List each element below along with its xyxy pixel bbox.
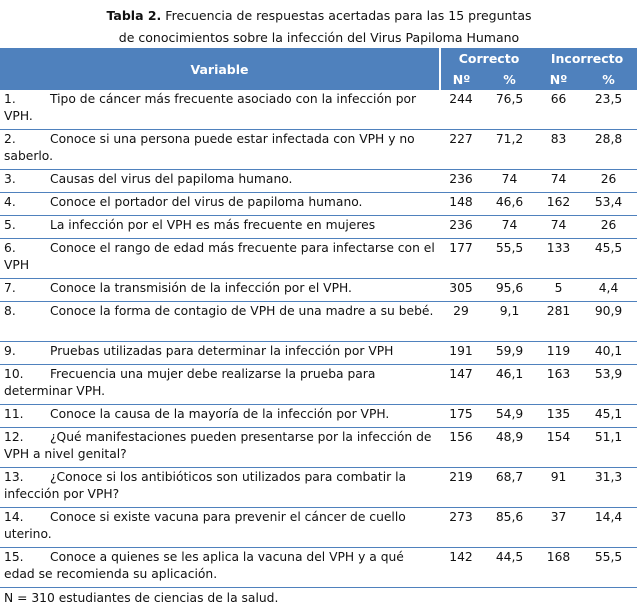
variable-cell xyxy=(0,405,440,428)
caption-label: Tabla 2. xyxy=(106,8,162,23)
table-header xyxy=(0,48,637,90)
correcto-percent-cell: 71,2 xyxy=(482,130,537,170)
correcto-percent-cell: 54,9 xyxy=(482,405,537,428)
correcto-count-cell: 219 xyxy=(440,468,482,508)
incorrecto-percent-cell: 90,9 xyxy=(580,302,637,342)
correcto-count-cell: 156 xyxy=(440,428,482,468)
incorrecto-count-cell: 281 xyxy=(537,302,580,342)
incorrecto-count-cell: 91 xyxy=(537,468,580,508)
incorrecto-count-cell: 154 xyxy=(537,428,580,468)
correcto-percent-cell: 44,5 xyxy=(482,548,537,588)
incorrecto-count-cell: 119 xyxy=(537,342,580,365)
table-row xyxy=(0,365,637,405)
incorrecto-percent-cell: 14,4 xyxy=(580,508,637,548)
question-text: Conoce la forma de contagio de VPH de una madre a su bebé. xyxy=(50,304,434,318)
question-text: Pruebas utilizadas para determinar la infección por VPH xyxy=(50,344,394,358)
incorrecto-count-cell: 74 xyxy=(537,216,580,239)
table-row xyxy=(0,239,637,279)
correcto-count-cell: 29 xyxy=(440,302,482,342)
question-text: Conoce si una persona puede estar infectada con VPH y no saberlo. xyxy=(4,132,415,163)
table-footnote: N = 310 estudiantes de ciencias de la salud. xyxy=(4,591,279,605)
question-text: Conoce a quienes se les aplica la vacuna del VPH y a qué edad se recomienda su aplicación. xyxy=(4,550,404,581)
table-row xyxy=(0,193,637,216)
question-number: 4. xyxy=(4,195,16,209)
incorrecto-count-cell: 83 xyxy=(537,130,580,170)
variable-cell xyxy=(0,548,440,588)
data-table xyxy=(0,48,637,588)
incorrecto-percent-cell: 45,5 xyxy=(580,239,637,279)
correcto-percent-cell: 48,9 xyxy=(482,428,537,468)
question-text: Conoce el portador del virus de papiloma humano. xyxy=(50,195,363,209)
variable-cell xyxy=(0,130,440,170)
correcto-percent-cell: 76,5 xyxy=(482,90,537,130)
question-number: 15. xyxy=(4,550,24,564)
table-row xyxy=(0,405,637,428)
incorrecto-percent-cell: 40,1 xyxy=(580,342,637,365)
question-text: Causas del virus del papiloma humano. xyxy=(50,172,293,186)
variable-cell xyxy=(0,193,440,216)
correcto-percent-cell: 9,1 xyxy=(482,302,537,342)
table-row xyxy=(0,216,637,239)
question-number: 10. xyxy=(4,367,24,381)
header-correcto: Correcto xyxy=(440,48,537,68)
incorrecto-percent-cell: 53,9 xyxy=(580,365,637,405)
question-number: 13. xyxy=(4,470,24,484)
correcto-percent-cell: 85,6 xyxy=(482,508,537,548)
table-row xyxy=(0,342,637,365)
incorrecto-count-cell: 74 xyxy=(537,170,580,193)
incorrecto-count-cell: 37 xyxy=(537,508,580,548)
variable-cell xyxy=(0,302,440,342)
variable-cell xyxy=(0,90,440,130)
incorrecto-percent-cell: 4,4 xyxy=(580,279,637,302)
table-caption xyxy=(0,0,638,48)
incorrecto-percent-cell: 28,8 xyxy=(580,130,637,170)
question-text: Conoce el rango de edad más frecuente para infectarse con el VPH xyxy=(4,241,435,272)
table-row xyxy=(0,130,637,170)
question-text: Conoce la transmisión de la infección por el VPH. xyxy=(50,281,352,295)
caption-title-part-2: de conocimientos sobre la infección del Virus Papiloma Humano xyxy=(118,30,520,45)
table-row xyxy=(0,468,637,508)
question-number: 3. xyxy=(4,172,16,186)
incorrecto-count-cell: 135 xyxy=(537,405,580,428)
incorrecto-percent-cell: 23,5 xyxy=(580,90,637,130)
caption-line-1 xyxy=(0,5,638,27)
incorrecto-percent-cell: 31,3 xyxy=(580,468,637,508)
question-number: 2. xyxy=(4,132,16,146)
correcto-count-cell: 177 xyxy=(440,239,482,279)
incorrecto-percent-cell: 51,1 xyxy=(580,428,637,468)
table-row xyxy=(0,428,637,468)
variable-cell xyxy=(0,342,440,365)
question-number: 12. xyxy=(4,430,24,444)
header-incorrecto: Incorrecto xyxy=(537,48,637,68)
header-variable: Variable xyxy=(0,48,440,90)
table-row xyxy=(0,302,637,342)
question-text: Conoce si existe vacuna para prevenir el cáncer de cuello uterino. xyxy=(4,510,406,541)
correcto-percent-cell: 55,5 xyxy=(482,239,537,279)
correcto-percent-cell: 46,1 xyxy=(482,365,537,405)
incorrecto-percent-cell: 26 xyxy=(580,216,637,239)
correcto-count-cell: 148 xyxy=(440,193,482,216)
table-row xyxy=(0,508,637,548)
question-text: La infección por el VPH es más frecuente en mujeres xyxy=(50,218,376,232)
correcto-count-cell: 236 xyxy=(440,216,482,239)
correcto-percent-cell: 74 xyxy=(482,170,537,193)
question-text: Conoce la causa de la mayoría de la infección por VPH. xyxy=(50,407,390,421)
correcto-count-cell: 175 xyxy=(440,405,482,428)
correcto-count-cell: 142 xyxy=(440,548,482,588)
variable-cell xyxy=(0,170,440,193)
correcto-count-cell: 147 xyxy=(440,365,482,405)
header-incorrecto-pct: % xyxy=(580,68,637,90)
correcto-count-cell: 273 xyxy=(440,508,482,548)
correcto-count-cell: 244 xyxy=(440,90,482,130)
incorrecto-count-cell: 5 xyxy=(537,279,580,302)
incorrecto-percent-cell: 45,1 xyxy=(580,405,637,428)
correcto-count-cell: 227 xyxy=(440,130,482,170)
correcto-percent-cell: 95,6 xyxy=(482,279,537,302)
variable-cell xyxy=(0,508,440,548)
header-correcto-pct: % xyxy=(482,68,537,90)
question-number: 5. xyxy=(4,218,16,232)
variable-cell xyxy=(0,279,440,302)
variable-cell xyxy=(0,239,440,279)
question-number: 7. xyxy=(4,281,16,295)
correcto-count-cell: 191 xyxy=(440,342,482,365)
correcto-percent-cell: 46,6 xyxy=(482,193,537,216)
caption-title-part-1: Frecuencia de respuestas acertadas para las 15 preguntas xyxy=(165,8,532,23)
question-text: ¿Conoce si los antibióticos son utilizados para combatir la infección por VPH? xyxy=(4,470,407,501)
question-number: 9. xyxy=(4,344,16,358)
incorrecto-percent-cell: 53,4 xyxy=(580,193,637,216)
table-body xyxy=(0,90,637,588)
header-correcto-no: Nº xyxy=(440,68,482,90)
incorrecto-count-cell: 66 xyxy=(537,90,580,130)
incorrecto-percent-cell: 26 xyxy=(580,170,637,193)
incorrecto-count-cell: 162 xyxy=(537,193,580,216)
table-row xyxy=(0,170,637,193)
correcto-percent-cell: 68,7 xyxy=(482,468,537,508)
header-incorrecto-no: Nº xyxy=(537,68,580,90)
question-number: 8. xyxy=(4,304,16,318)
variable-cell xyxy=(0,468,440,508)
question-text: ¿Qué manifestaciones pueden presentarse por la infección de VPH a nivel genital? xyxy=(4,430,432,461)
question-text: Tipo de cáncer más frecuente asociado con la infección por VPH. xyxy=(4,92,417,123)
variable-cell xyxy=(0,365,440,405)
question-number: 11. xyxy=(4,407,24,421)
correcto-count-cell: 305 xyxy=(440,279,482,302)
incorrecto-count-cell: 163 xyxy=(537,365,580,405)
incorrecto-count-cell: 168 xyxy=(537,548,580,588)
incorrecto-count-cell: 133 xyxy=(537,239,580,279)
question-number: 14. xyxy=(4,510,24,524)
correcto-count-cell: 236 xyxy=(440,170,482,193)
table-row xyxy=(0,279,637,302)
question-text: Frecuencia una mujer debe realizarse la prueba para determinar VPH. xyxy=(4,367,376,398)
variable-cell xyxy=(0,216,440,239)
question-number: 1. xyxy=(4,92,16,106)
variable-cell xyxy=(0,428,440,468)
question-number: 6. xyxy=(4,241,16,255)
table-row xyxy=(0,548,637,588)
incorrecto-percent-cell: 55,5 xyxy=(580,548,637,588)
correcto-percent-cell: 59,9 xyxy=(482,342,537,365)
correcto-percent-cell: 74 xyxy=(482,216,537,239)
table-row xyxy=(0,90,637,130)
